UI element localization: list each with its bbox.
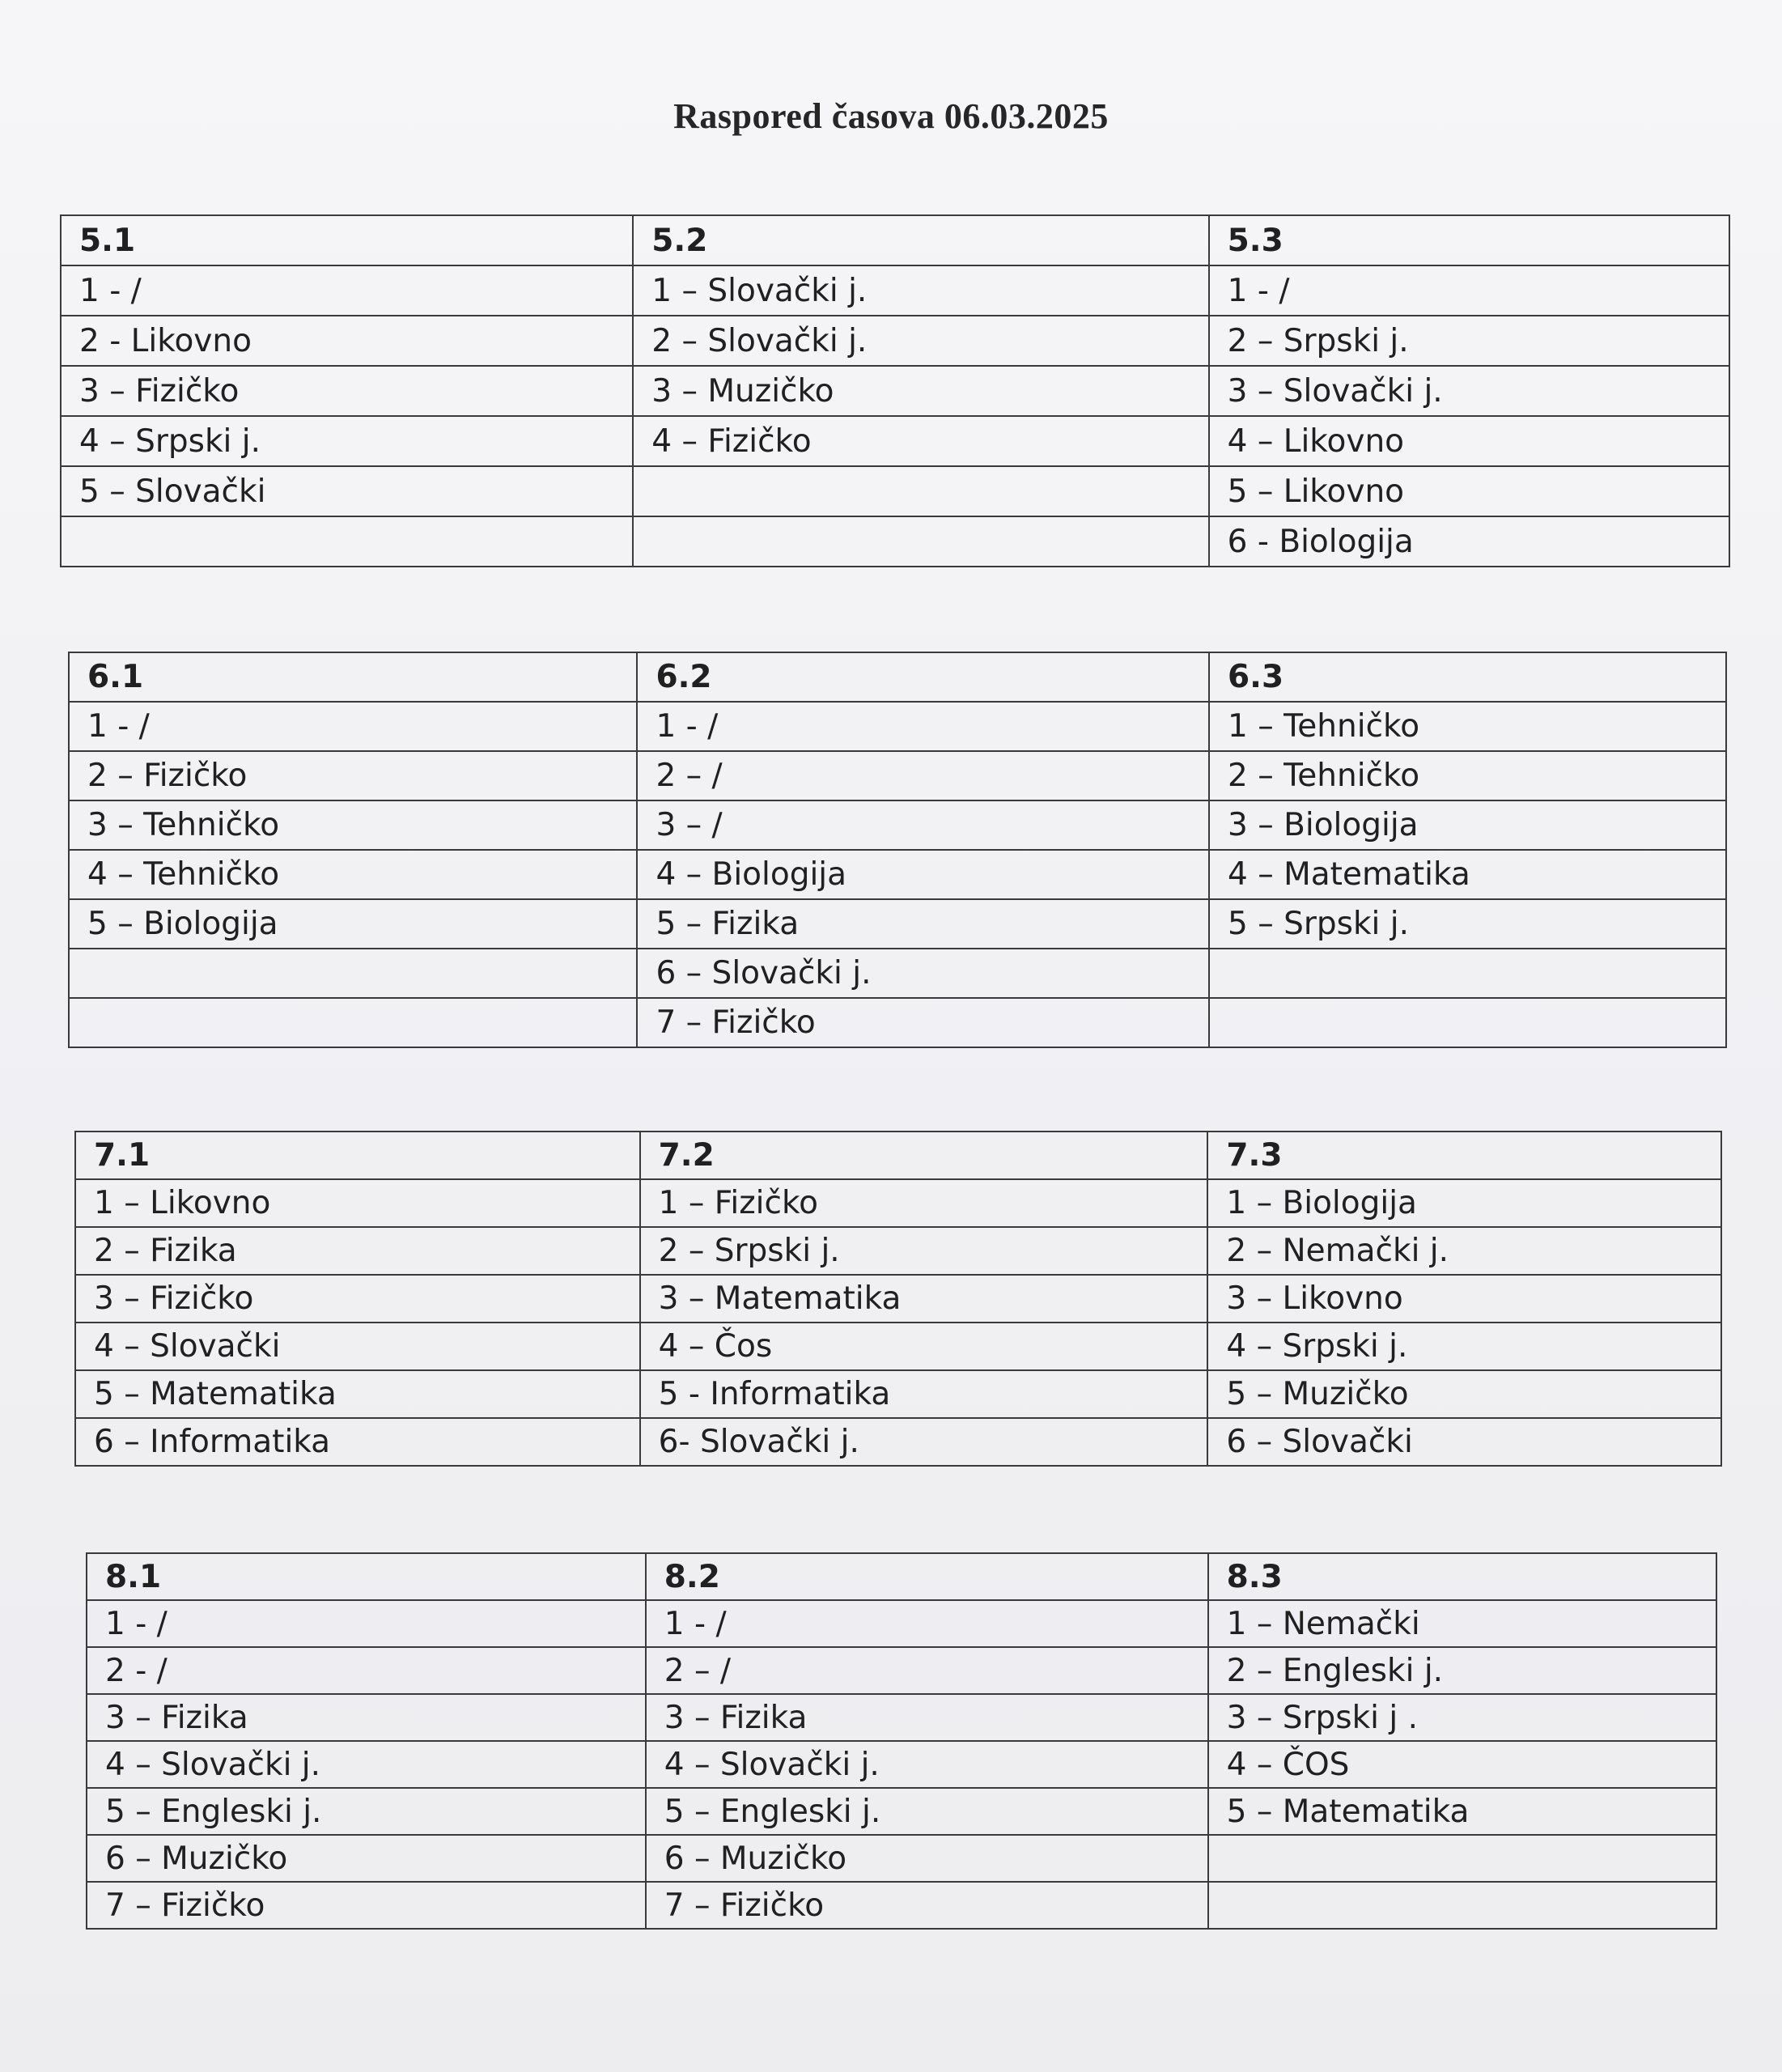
class-header-row [87,1553,1716,1600]
table-row [87,1835,1716,1882]
lesson-cell: 1 - / [1209,265,1729,316]
class-header-cell: 6.2 [637,652,1209,702]
lesson-cell: 1 – Likovno [75,1179,640,1227]
lesson-cell [69,949,637,998]
class-header-cell: 5.3 [1209,215,1729,265]
lesson-cell: 2 – Srpski j. [1209,316,1729,366]
class-header-cell: 6.1 [69,652,637,702]
lesson-cell: 2 – / [646,1647,1208,1694]
table-row [61,316,1729,366]
lesson-cell: 3 – Slovački j. [1209,366,1729,416]
lesson-cell: 4 – Srpski j. [61,416,633,466]
lesson-cell: 3 – Srpski j . [1208,1694,1716,1741]
lesson-cell: 4 – Srpski j. [1207,1323,1721,1370]
lesson-cell: 5 – Likovno [1209,466,1729,516]
lesson-cell: 4 – Čos [640,1323,1208,1370]
lesson-cell: 5 – Engleski j. [646,1788,1208,1835]
class-header-cell: 7.3 [1207,1132,1721,1179]
table-row [75,1179,1721,1227]
table-row [87,1600,1716,1647]
lesson-cell: 1 – Tehničko [1209,702,1726,751]
class-header-cell: 7.1 [75,1132,640,1179]
lesson-cell: 4 – Tehničko [69,850,637,899]
lesson-cell: 3 – Tehničko [69,800,637,850]
lesson-cell: 2 - Likovno [61,316,633,366]
lesson-cell: 2 – Nemački j. [1207,1227,1721,1275]
lesson-cell: 5 – Srpski j. [1209,899,1726,949]
lesson-cell: 6 – Slovački [1207,1418,1721,1466]
lesson-cell: 1 - / [61,265,633,316]
table-row [87,1788,1716,1835]
lesson-cell: 2 – / [637,751,1209,800]
table-row [75,1323,1721,1370]
lesson-cell: 6 – Muzičko [646,1835,1208,1882]
lesson-cell [69,998,637,1047]
page-title: Raspored časova 06.03.2025 [673,96,1109,136]
lesson-cell: 7 – Fizičko [646,1882,1208,1929]
schedule-table-grade-8 [86,1552,1717,1930]
table-row [61,516,1729,567]
lesson-cell: 2 – Tehničko [1209,751,1726,800]
lesson-cell: 2 – Fizičko [69,751,637,800]
lesson-cell: 1 - / [69,702,637,751]
class-header-cell: 7.2 [640,1132,1208,1179]
lesson-cell [1209,949,1726,998]
lesson-cell: 5 – Slovački [61,466,633,516]
lesson-cell: 4 – Matematika [1209,850,1726,899]
table-row [61,416,1729,466]
lesson-cell: 6 - Biologija [1209,516,1729,567]
lesson-cell: 1 – Nemački [1208,1600,1716,1647]
table-row [69,998,1726,1047]
lesson-cell: 4 – ČOS [1208,1741,1716,1788]
lesson-cell: 7 – Fizičko [87,1882,646,1929]
class-header-row [75,1132,1721,1179]
lesson-cell: 7 – Fizičko [637,998,1209,1047]
lesson-cell: 4 – Fizičko [633,416,1208,466]
lesson-cell: 1 – Biologija [1207,1179,1721,1227]
class-header-cell: 6.3 [1209,652,1726,702]
lesson-cell [1208,1835,1716,1882]
class-header-row [69,652,1726,702]
lesson-cell: 3 – Matematika [640,1275,1208,1323]
lesson-cell: 3 – Fizika [646,1694,1208,1741]
lesson-cell: 4 – Biologija [637,850,1209,899]
lesson-cell: 1 - / [646,1600,1208,1647]
lesson-cell: 2 – Srpski j. [640,1227,1208,1275]
lesson-cell: 4 – Slovački [75,1323,640,1370]
lesson-cell: 2 – Fizika [75,1227,640,1275]
table-row [69,949,1726,998]
lesson-cell [1209,998,1726,1047]
table-row [69,899,1726,949]
lesson-cell: 5 – Matematika [75,1370,640,1418]
lesson-cell: 2 - / [87,1647,646,1694]
lesson-cell [633,466,1208,516]
lesson-cell: 5 – Matematika [1208,1788,1716,1835]
table-row [75,1370,1721,1418]
table-row [75,1418,1721,1466]
lesson-cell: 6 – Slovački j. [637,949,1209,998]
lesson-cell: 1 - / [637,702,1209,751]
lesson-cell: 5 – Fizika [637,899,1209,949]
lesson-cell [61,516,633,567]
lesson-cell: 3 – / [637,800,1209,850]
lesson-cell: 6 – Muzičko [87,1835,646,1882]
table-row [75,1275,1721,1323]
table-row [69,702,1726,751]
lesson-cell: 3 – Fizičko [61,366,633,416]
lesson-cell [1208,1882,1716,1929]
lesson-cell: 1 – Slovački j. [633,265,1208,316]
lesson-cell: 5 – Engleski j. [87,1788,646,1835]
class-header-cell: 8.2 [646,1553,1208,1600]
table-row [87,1647,1716,1694]
table-row [87,1741,1716,1788]
lesson-cell: 6 – Informatika [75,1418,640,1466]
lesson-cell: 3 – Likovno [1207,1275,1721,1323]
table-row [69,800,1726,850]
class-header-cell: 8.3 [1208,1553,1716,1600]
lesson-cell: 3 – Fizičko [75,1275,640,1323]
table-row [69,850,1726,899]
lesson-cell: 3 – Fizika [87,1694,646,1741]
lesson-cell: 1 – Fizičko [640,1179,1208,1227]
class-header-cell: 8.1 [87,1553,646,1600]
lesson-cell: 3 – Biologija [1209,800,1726,850]
table-row [61,366,1729,416]
lesson-cell: 4 – Slovački j. [87,1741,646,1788]
table-row [61,265,1729,316]
lesson-cell: 2 – Slovački j. [633,316,1208,366]
lesson-cell: 4 – Slovački j. [646,1741,1208,1788]
lesson-cell: 5 – Muzičko [1207,1370,1721,1418]
table-row [69,751,1726,800]
lesson-cell: 1 - / [87,1600,646,1647]
class-header-cell: 5.1 [61,215,633,265]
table-row [61,466,1729,516]
table-row [87,1882,1716,1929]
class-header-row [61,215,1729,265]
schedule-table-grade-5 [60,214,1730,567]
lesson-cell: 6- Slovački j. [640,1418,1208,1466]
lesson-cell: 2 – Engleski j. [1208,1647,1716,1694]
lesson-cell: 4 – Likovno [1209,416,1729,466]
schedule-table-grade-7 [74,1131,1722,1467]
table-row [87,1694,1716,1741]
schedule-table-grade-6 [68,652,1727,1048]
lesson-cell [633,516,1208,567]
lesson-cell: 5 – Biologija [69,899,637,949]
lesson-cell: 5 - Informatika [640,1370,1208,1418]
class-header-cell: 5.2 [633,215,1208,265]
table-row [75,1227,1721,1275]
lesson-cell: 3 – Muzičko [633,366,1208,416]
